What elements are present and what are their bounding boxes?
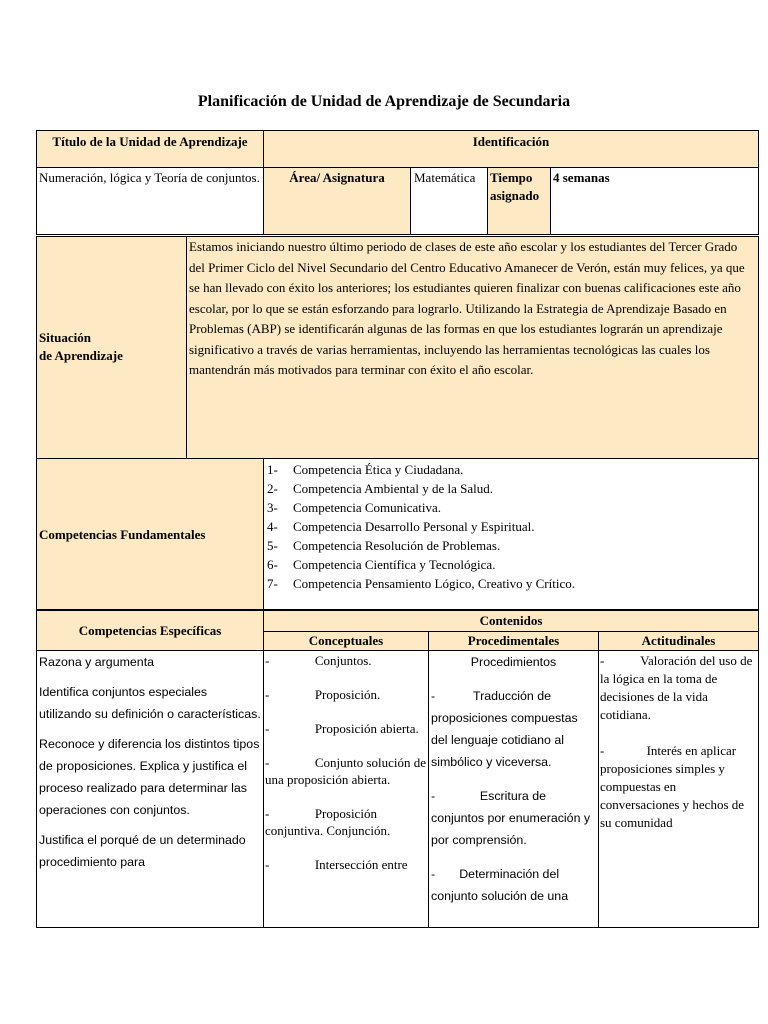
titulo-header-cell xyxy=(36,130,264,168)
conceptual-item: - Conjunto solución de una proposición abierta. xyxy=(265,755,427,787)
actitudinal-item: - Valoración del uso de la lógica en la toma de decisiones de la vida cotidiana. xyxy=(600,653,753,722)
competencia-number: 4- xyxy=(267,519,278,534)
especifica-item: Razona y argumenta xyxy=(39,655,155,669)
conceptuales-header-label: Conceptuales xyxy=(308,633,384,648)
competencia-item xyxy=(267,498,755,517)
actitudinal-item: - Interés en aplicar proposiciones simples y compuestas en conversaciones y hechos de su comunidad xyxy=(600,743,745,830)
procedimentales-header-cell xyxy=(428,631,599,651)
competencia-text: Competencia Resolución de Problemas. xyxy=(293,538,501,553)
procedimental-item: - Determinación del conjunto solución de una xyxy=(431,867,569,903)
especificas-header-label: Competencias Específicas xyxy=(78,623,222,638)
competencias-label-cell xyxy=(36,458,264,610)
competencias-list-cell xyxy=(263,458,759,610)
procedimentales-body-cell xyxy=(428,650,599,928)
competencia-text: Competencia Ética y Ciudadana. xyxy=(293,462,464,477)
competencia-item xyxy=(267,517,755,536)
competencia-number: 3- xyxy=(267,500,278,515)
contenidos-header-label: Contenidos xyxy=(479,613,543,628)
especificas-body-cell xyxy=(36,650,264,928)
competencia-number: 5- xyxy=(267,538,278,553)
competencia-item xyxy=(267,479,755,498)
situacion-label-cell xyxy=(36,236,187,459)
competencia-text: Competencia Desarrollo Personal y Espiritual. xyxy=(293,519,535,534)
procedimentales-header-label: Procedimentales xyxy=(467,633,560,648)
competencia-item xyxy=(267,555,755,574)
actitudinales-body-cell xyxy=(598,650,759,928)
area-value-cell xyxy=(410,167,488,235)
conceptual-item: - Conjuntos. xyxy=(265,653,372,668)
titulo-value: Numeración, lógica y Teoría de conjuntos. xyxy=(39,170,260,185)
procedimental-item: - Escritura de conjuntos por enumeración y por comprensión. xyxy=(431,789,591,847)
tiempo-value-cell xyxy=(550,167,759,235)
competencia-item xyxy=(267,574,755,593)
page-title: Planificación de Unidad de Aprendizaje de Secundaria xyxy=(197,93,571,110)
especifica-item: Identifica conjuntos especiales utilizando su definición o características. xyxy=(39,685,261,721)
conceptual-item: - Proposición conjuntiva. Conjunción. xyxy=(265,806,391,838)
tiempo-label-cell xyxy=(487,167,551,235)
conceptuales-header-cell xyxy=(263,631,429,651)
conceptual-item: - Intersección entre xyxy=(265,857,408,872)
competencia-text: Competencia Ambiental y de la Salud. xyxy=(293,481,494,496)
area-label-cell xyxy=(263,167,411,235)
titulo-value-cell xyxy=(36,167,264,235)
tiempo-value: 4 semanas xyxy=(553,170,610,185)
actitudinales-header-cell xyxy=(598,631,759,651)
titulo-header-label: Título de la Unidad de Aprendizaje xyxy=(52,134,248,149)
competencia-item xyxy=(267,460,755,479)
competencia-number: 6- xyxy=(267,557,278,572)
tiempo-label: Tiempo asignado xyxy=(490,170,540,203)
conceptual-item: - Proposición abierta. xyxy=(265,721,419,736)
situacion-label-1: Situación xyxy=(39,330,92,345)
competencia-number: 2- xyxy=(267,481,278,496)
procedimientos-heading: Procedimientos xyxy=(470,655,557,669)
procedimental-item: - Traducción de proposiciones compuestas del lenguaje cotidiano al simbólico y viceversa. xyxy=(431,689,578,769)
competencia-number: 1- xyxy=(267,462,278,477)
competencia-text: Competencia Comunicativa. xyxy=(293,500,442,515)
situacion-text: Estamos iniciando nuestro último periodo de clases de este año escolar y los estudiantes del Tercer Grado del Primer Ciclo del Nivel Secundario del Centro Educativo Amanecer de Verón, están muy felices, ya que se han llevado con éxito los anteriores; los estudiantes quieren finalizar con buenas calificaciones este año escolar, por lo que se están esforzando para lograrlo. Utilizando la Estrategia de Aprendizaje Basado en Problemas (ABP) se identificarán algunas de las formas en que los estudiantes lograrán un aprendizaje significativo a través de varias herramientas, incluyendo las herramientas tecnológicas las cuales los mantendrán más motivados para terminar con éxito el año escolar. xyxy=(189,239,745,377)
especifica-item: Reconoce y diferencia los distintos tipos de proposiciones. Explica y justifica el proceso realizado para determinar las operaciones con conjuntos. xyxy=(39,737,260,817)
competencia-number: 7- xyxy=(267,576,278,591)
area-label: Área/ Asignatura xyxy=(289,170,385,185)
identificacion-header-label: Identificación xyxy=(472,134,550,149)
conceptual-item: - Proposición. xyxy=(265,687,381,702)
identificacion-header-cell xyxy=(263,130,759,168)
especifica-item: Justifica el porqué de un determinado procedimiento para xyxy=(39,833,246,869)
competencias-list xyxy=(267,460,755,593)
competencia-item xyxy=(267,536,755,555)
situacion-text-cell xyxy=(186,236,759,459)
competencias-label: Competencias Fundamentales xyxy=(39,527,206,542)
competencia-text: Competencia Pensamiento Lógico, Creativo y Crítico. xyxy=(293,576,575,591)
situacion-label-2: de Aprendizaje xyxy=(39,348,123,363)
actitudinales-header-label: Actitudinales xyxy=(641,633,716,648)
contenidos-header-cell xyxy=(263,610,759,632)
conceptuales-body-cell xyxy=(263,650,429,928)
competencia-text: Competencia Científica y Tecnológica. xyxy=(293,557,496,572)
especificas-header-cell xyxy=(36,610,264,651)
area-value: Matemática xyxy=(414,170,476,185)
